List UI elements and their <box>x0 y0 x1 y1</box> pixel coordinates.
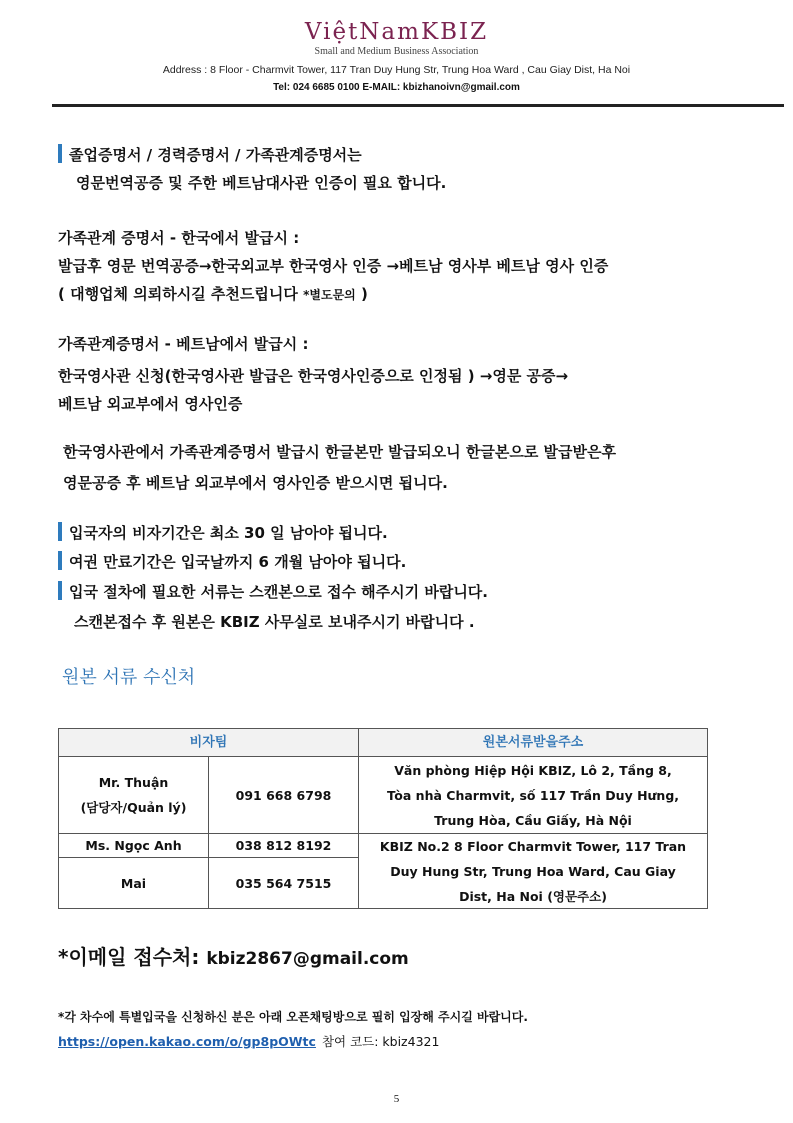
korea-issue-title: 가족관계 증명서 - 한국에서 발급시 : <box>58 229 300 247</box>
contact-phone-mai: 035 564 7515 <box>208 857 359 909</box>
requirement-3-cont: 스캔본접수 후 원본은 KBIZ 사무실로 보내주시기 바랍니다 . <box>74 613 475 631</box>
korea-issue-steps: 발급후 영문 번역공증→한국외교부 한국영사 인증 →베트남 영사부 베트남 영사 인증 <box>58 257 609 275</box>
vietnam-issue-title: 가족관계증명서 - 베트남에서 발급시 : <box>58 335 309 353</box>
contact-name-ngoc-anh: Ms. Ngọc Anh <box>58 833 209 858</box>
email-contact <box>58 943 409 973</box>
brand-logo: ViệtNamKBIZ <box>304 19 489 45</box>
intro-line-1: 졸업증명서 / 경력증명서 / 가족관계증명서는 <box>58 144 362 166</box>
join-code: 참여 코드: kbiz4321 <box>321 1034 440 1049</box>
header-divider <box>52 104 784 107</box>
bullet-bar-icon <box>58 551 62 570</box>
address-english: KBIZ No.2 8 Floor Charmvit Tower, 117 Tran Duy Hung Str, Trung Hoa Ward, Cau Giay Dist, Ha Noi (영문주소) <box>358 833 708 909</box>
contact-name-thuan: Mr. Thuận (담당자/Quản lý) <box>58 756 209 834</box>
kakao-link-line <box>58 1032 439 1052</box>
header-address: Address : 8 Floor - Charmvit Tower, 117 Tran Duy Hung Str, Trung Hoa Ward , Cau Giay Dist, Ha Noi <box>162 64 631 76</box>
open-chat-note: *각 차수에 특별입국을 신청하신 분은 아래 오픈채팅방으로 필히 입장해 주시길 바랍니다. <box>58 1010 528 1024</box>
bullet-bar-icon <box>58 144 62 163</box>
email-label: *이메일 접수처: <box>58 945 207 969</box>
page-number: 5 <box>393 1093 400 1105</box>
table-header-address: 원본서류받을주소 <box>358 728 708 757</box>
table-header-visa: 비자팀 <box>58 728 359 757</box>
bullet-bar-icon <box>58 522 62 541</box>
korea-issue-note: ( 대행업체 의뢰하시길 추천드립니다 *별도문의 ) <box>58 285 368 303</box>
kakao-open-chat-link[interactable]: https://open.kakao.com/o/gp8pOWtc <box>58 1034 316 1049</box>
requirement-2: 여권 만료기간은 입국날까지 6 개월 남아야 됩니다. <box>58 551 406 573</box>
contact-name-mai: Mai <box>58 857 209 909</box>
contact-phone-thuan: 091 668 6798 <box>208 756 359 834</box>
vietnam-issue-line-1: 한국영사관 신청(한국영사관 발급은 한국영사인증으로 인정됨 ) →영문 공증→ <box>58 367 569 385</box>
bullet-bar-icon <box>58 581 62 600</box>
email-address[interactable]: kbiz2867@gmail.com <box>206 949 409 969</box>
intro-line-2: 영문번역공증 및 주한 베트남대사관 인증이 필요 합니다. <box>76 174 447 192</box>
requirement-1: 입국자의 비자기간은 최소 30 일 남아야 됩니다. <box>58 522 388 544</box>
recipient-table <box>58 728 708 909</box>
consulate-note-line-1: 한국영사관에서 가족관계증명서 발급시 한글본만 발급되오니 한글본으로 발급받은후 <box>63 443 616 461</box>
brand-tagline: Small and Medium Business Association <box>314 46 479 57</box>
header-contact: Tel: 024 6685 0100 E-MAIL: kbizhanoivn@gmail.com <box>273 82 520 93</box>
contact-phone-ngoc-anh: 038 812 8192 <box>208 833 359 858</box>
address-vietnamese: Văn phòng Hiệp Hội KBIZ, Lô 2, Tầng 8, Tòa nhà Charmvit, số 117 Trần Duy Hưng, Trung Hòa, Cầu Giấy, Hà Nội <box>358 756 708 834</box>
letterhead <box>0 18 793 95</box>
requirement-3: 입국 절차에 필요한 서류는 스캔본으로 접수 해주시기 바랍니다. <box>58 581 488 603</box>
section-title: 원본 서류 수신처 <box>62 667 196 688</box>
consulate-note-line-2: 영문공증 후 베트남 외교부에서 영사인증 받으시면 됩니다. <box>63 474 448 492</box>
vietnam-issue-line-2: 베트남 외교부에서 영사인증 <box>58 395 243 413</box>
